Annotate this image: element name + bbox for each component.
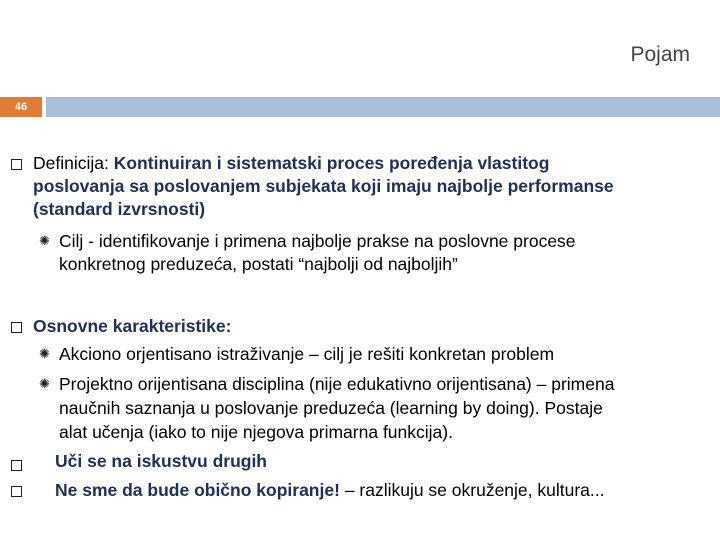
characteristic-item-1: Akciono orjentisano istraživanje – cilj je rešiti konkretan problem — [59, 344, 555, 364]
header-bar — [46, 97, 720, 117]
learn-text: Uči se na iskustvu drugih — [55, 451, 267, 471]
square-bullet-icon — [11, 159, 22, 170]
square-bullet-icon — [11, 460, 22, 471]
copy-line — [55, 479, 605, 502]
square-bullet-icon — [11, 322, 22, 333]
goal-line-2: konkretnog preduzeća, postati “najbolji od najboljih” — [59, 254, 458, 274]
sun-bullet-icon: ✺ — [39, 346, 50, 361]
definition-line-2: poslovanja sa poslovanjem subjekata koji imaju najbolje performanse — [33, 176, 614, 196]
characteristics-heading: Osnovne karakteristike: — [33, 316, 232, 336]
characteristic-item-2-line-3: alat učenja (iako to nije njegova primarna funkcija). — [59, 422, 453, 442]
definition-line-1 — [33, 152, 549, 175]
sun-bullet-icon: ✺ — [39, 233, 50, 248]
slide-number-badge: 46 — [0, 97, 42, 117]
sun-bullet-icon: ✺ — [39, 376, 50, 391]
definition-label: Definicija: — [33, 153, 114, 173]
definition-line-3: (standard izvrsnosti) — [33, 199, 206, 219]
square-bullet-icon — [11, 486, 22, 497]
copy-rest-text: – razlikuju se okruženje, kultura... — [339, 480, 605, 500]
characteristic-item-2-line-2: naučnih saznanja u poslovanje preduzeća (learning by doing). Postaje — [59, 398, 603, 418]
slide-title: Pojam — [630, 43, 690, 66]
definition-text-1: Kontinuiran i sistematski proces poređenja vlastitog — [113, 153, 550, 173]
copy-bold-text: Ne sme da bude obično kopiranje! — [55, 480, 340, 500]
characteristic-item-2-line-1: Projektno orijentisana disciplina (nije edukativno orijentisana) – primena — [59, 374, 615, 394]
goal-line-1: Cilj - identifikovanje i primena najbolje prakse na poslovne procese — [59, 231, 576, 251]
